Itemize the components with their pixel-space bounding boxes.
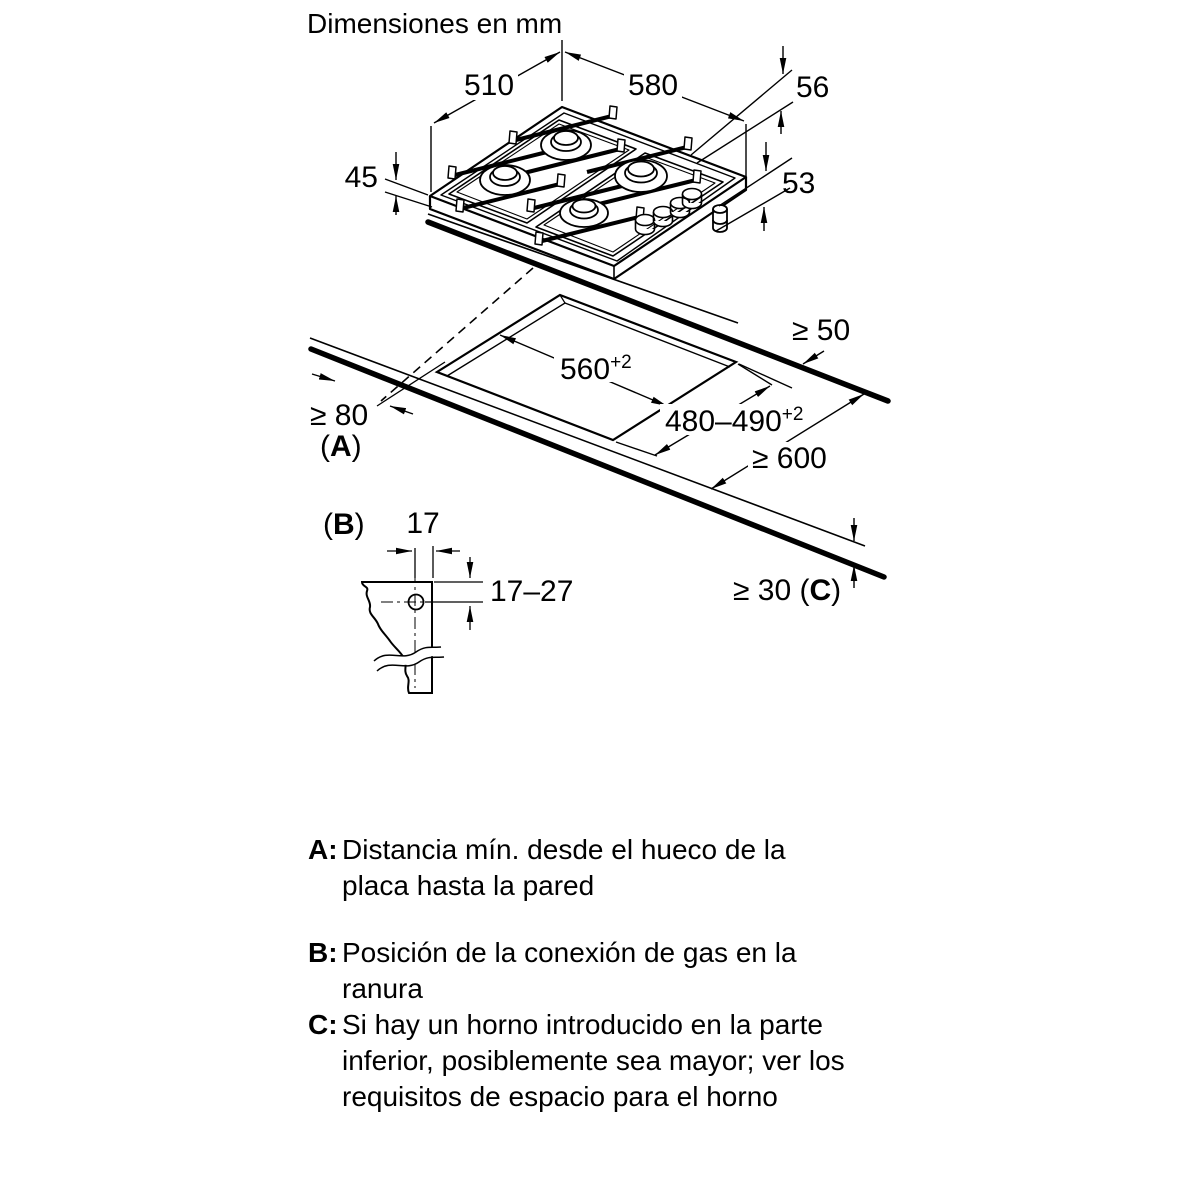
arrow-80-left [312, 374, 335, 381]
burner-front-left [480, 165, 530, 195]
support-tab [535, 232, 543, 245]
ref-letter-b: B [333, 508, 355, 541]
ext-line-480-bottom [616, 442, 657, 456]
burner-cap-top [493, 166, 517, 180]
dim-min-50-label: ≥ 50 [792, 314, 851, 347]
worktop-section [362, 582, 432, 693]
arrow-80-right [390, 406, 413, 414]
dim-560-value: 560 [560, 353, 611, 386]
dim-45 [345, 152, 432, 215]
hob-projection-dashed-line [381, 268, 533, 401]
burner-front-right [560, 199, 608, 227]
burner-cap-top [573, 200, 596, 213]
arrow-50 [803, 351, 824, 364]
paren: ) [831, 574, 842, 607]
dim-53-label: 53 [782, 167, 816, 200]
knob [683, 189, 702, 209]
legend-text: Posición de la conexión de gas en la [342, 937, 797, 968]
paren: ) [354, 508, 365, 541]
dim-510-label: 510 [463, 69, 515, 102]
dim-17-27-label: 17–27 [490, 575, 574, 608]
hob-isometric [430, 106, 746, 279]
dim-17 [387, 507, 460, 578]
legend-label-a: A: [308, 834, 338, 865]
dim-45-label: 45 [344, 161, 378, 194]
legend-text: Si hay un horno introducido en la parte [342, 1009, 823, 1040]
legend-item-c [308, 1007, 845, 1115]
support-tab [693, 170, 701, 183]
support-tab [509, 131, 517, 144]
dim-56 [691, 46, 829, 163]
ext-line-480-right [738, 364, 772, 385]
burner-cap-top [554, 131, 578, 145]
burner-cap-top [628, 162, 654, 177]
legend-text: requisitos de espacio para el horno [342, 1081, 778, 1112]
paren: ) [351, 430, 362, 463]
dim-min-30-value: ≥ 30 ( [733, 574, 810, 607]
legend-text: ranura [342, 973, 423, 1004]
dim-17-27 [425, 557, 573, 630]
dim-min-80-label: ≥ 80 [310, 399, 369, 432]
legend-label-c: C: [308, 1009, 338, 1040]
dim-17-label: 17 [406, 507, 440, 540]
legend-label-b: B: [308, 937, 338, 968]
dim-min-30-label [733, 574, 841, 607]
detail-b-label [323, 508, 365, 541]
knob [636, 215, 655, 235]
support-tab [527, 199, 535, 212]
burner-back-right [615, 160, 667, 192]
legend-text: Distancia mín. desde el hueco de la [342, 834, 786, 865]
leg-joint [713, 220, 727, 224]
legend-text: placa hasta la pared [342, 870, 595, 901]
gas-connection-detail [323, 507, 573, 693]
support-tab [609, 106, 617, 119]
support-tab [684, 137, 692, 150]
support-tab [557, 174, 565, 187]
knob-top [636, 215, 655, 226]
dim-560-tolerance: +2 [610, 352, 632, 373]
legend-item-a [308, 832, 786, 904]
burner-back-left [541, 130, 591, 160]
knob-top [683, 189, 702, 200]
page-title: Dimensiones en mm [307, 8, 563, 39]
dim-560 [500, 335, 667, 406]
dim-min-30 [733, 518, 854, 607]
dim-580-label: 580 [627, 69, 679, 102]
support-tab [617, 139, 625, 152]
paren: ( [323, 508, 333, 541]
break-mask [374, 647, 444, 671]
dim-56-label: 56 [796, 71, 830, 104]
knob-top [654, 207, 673, 218]
worktop [310, 214, 888, 577]
ref-line-surface [697, 102, 793, 163]
knob [654, 207, 673, 227]
dim-min-600-label: ≥ 600 [752, 442, 827, 475]
paren: ( [320, 430, 330, 463]
leg-top [713, 205, 727, 213]
ext-line-50 [739, 364, 792, 388]
ref-letter-c: C [809, 574, 832, 607]
ref-a-label [320, 430, 362, 463]
dim-480-490-value: 480–490 [665, 405, 782, 438]
support-tab [456, 199, 464, 212]
support-tab [448, 166, 456, 179]
legend-item-b [308, 935, 797, 1007]
legend-text: inferior, posiblemente sea mayor; ver los [342, 1045, 845, 1076]
ref-letter-a: A [330, 430, 352, 463]
dim-480-490-tolerance: +2 [781, 404, 804, 425]
ref-line-edge-top [385, 179, 428, 195]
